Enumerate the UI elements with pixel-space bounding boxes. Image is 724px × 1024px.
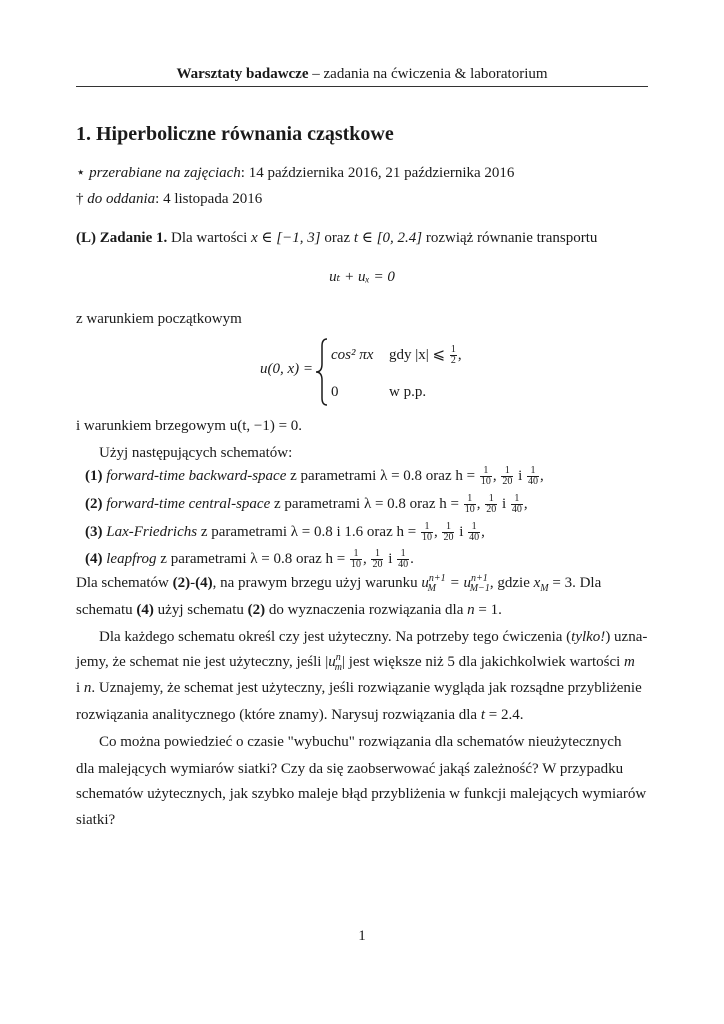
question-paragraph-line-1: Co można powiedzieć o czasie "wybuchu" rozwiązania dla schematów nieużytecznych xyxy=(99,734,622,750)
boundary-formula xyxy=(421,573,490,594)
worked-label: przerabiane na zajęciach xyxy=(89,165,241,181)
separator: i xyxy=(384,551,397,567)
text-run: do wyznaczenia rozwiązania dla xyxy=(265,602,468,618)
header-title-bold: Warsztaty badawcze xyxy=(176,66,309,82)
scheme-ref: (2) xyxy=(247,602,266,618)
separator: , xyxy=(476,496,485,512)
scheme-name: forward-time central-space xyxy=(106,496,271,512)
step-fraction xyxy=(350,549,362,570)
scheme-ref: (2) xyxy=(172,575,191,591)
question-paragraph-line-3: schematów użytecznych, jak szybko maleje błąd przybliżenia w funkcji malejących wymiarów xyxy=(76,786,647,802)
boundary-condition-text: i warunkiem brzegowym u(t, −1) = 0. xyxy=(76,418,303,434)
fraction-denominator: 20 xyxy=(486,504,497,516)
question-paragraph-line-4: siatki? xyxy=(76,812,116,828)
case1-tail: , xyxy=(457,347,462,363)
case2-expression: 0 xyxy=(331,384,339,400)
text-run: , gdzie xyxy=(489,575,534,591)
fraction-denominator: 20 xyxy=(372,559,383,571)
x-range: x ∈ [−1, 3] xyxy=(251,230,321,246)
text-run: . Uznajemy, że schemat jest użyteczny, jeśli rozwiązanie wygląda jak rozsądne przybliżenie xyxy=(91,680,642,696)
fraction-denominator: 40 xyxy=(469,532,480,544)
fraction-denominator: 20 xyxy=(502,476,513,488)
case2-condition: w p.p. xyxy=(389,384,427,400)
text-run: Dla każdego schematu określ czy jest użyteczny. Na potrzeby tego ćwiczenia ( xyxy=(99,629,572,645)
worked-dates: : 14 października 2016, 21 października 2016 xyxy=(240,165,515,181)
punctuation: , xyxy=(523,496,528,512)
scheme-parameters: z parametrami λ = 0.8 oraz h = xyxy=(270,496,463,512)
header-title-rest: – zadania na ćwiczenia & laboratorium xyxy=(308,66,548,82)
formula-var: n xyxy=(83,680,92,696)
text-run: - xyxy=(190,575,196,591)
scheme-name: forward-time backward-space xyxy=(106,468,287,484)
step-fraction xyxy=(511,494,523,515)
step-fraction xyxy=(464,494,476,515)
case1-condition-text: gdy |x| ⩽ xyxy=(389,347,446,363)
separator: , xyxy=(492,468,501,484)
fraction-denominator: 2 xyxy=(450,355,456,367)
running-header xyxy=(76,64,648,84)
fraction-numerator: 1 xyxy=(397,549,409,560)
emphasis: tylko! xyxy=(571,629,606,645)
case1-fraction xyxy=(450,345,457,366)
page-number: 1 xyxy=(358,928,366,944)
fraction-numerator: 1 xyxy=(442,522,454,533)
task-intro-1: Dla wartości xyxy=(167,230,251,246)
scheme-item xyxy=(85,549,414,570)
separator: i xyxy=(455,524,468,540)
header-rule xyxy=(76,86,648,87)
question-paragraph-line-2: dla malejących wymiarów siatki? Czy da się zaobserwować jakąś zależność? W przypadku xyxy=(76,761,624,777)
scheme-parameters: z parametrami λ = 0.8 oraz h = xyxy=(286,468,479,484)
formula-sup: n xyxy=(335,652,341,663)
fraction-numerator: 1 xyxy=(501,466,513,477)
scheme-name: Lax-Friedrichs xyxy=(106,524,198,540)
step-fraction xyxy=(442,522,454,543)
due-date: : 4 listopada 2016 xyxy=(155,191,263,207)
formula-sub: M−1 xyxy=(469,583,490,594)
text-run: użyj schematu xyxy=(153,602,248,618)
text-run: = 1. xyxy=(474,602,502,618)
fraction-numerator: 1 xyxy=(350,549,362,560)
formula-sub: M xyxy=(427,583,436,594)
usefulness-paragraph-line-1 xyxy=(99,627,647,647)
step-fraction xyxy=(397,549,409,570)
star-icon: ⋆ xyxy=(76,165,86,181)
task-label: (L) Zadanie 1. xyxy=(76,230,168,246)
text-run: | jest większe niż 5 dla jakichkolwiek wartości xyxy=(341,654,625,670)
schemes-intro: Użyj następujących schematów: xyxy=(99,445,293,461)
scheme-number: (2) xyxy=(85,496,103,512)
due-label: do oddania xyxy=(87,191,156,207)
fraction-numerator: 1 xyxy=(480,466,492,477)
piecewise-lhs: u(0, x) = xyxy=(260,361,314,377)
fraction-denominator: 40 xyxy=(398,559,409,571)
scheme-parameters: z parametrami λ = 0.8 oraz h = xyxy=(156,551,349,567)
piecewise-definition xyxy=(260,338,520,408)
text-run: = 3. Dla xyxy=(548,575,602,591)
t-range: t ∈ [0, 2.4] xyxy=(353,230,423,246)
right-boundary-paragraph-line-1 xyxy=(76,573,601,593)
text-run: jemy, że schemat nie jest użyteczny, jeśli | xyxy=(76,654,329,670)
section-title: 1. Hiperboliczne równania cząstkowe xyxy=(76,123,394,145)
step-fraction xyxy=(421,522,433,543)
punctuation: , xyxy=(540,468,544,484)
fraction-denominator: 20 xyxy=(443,532,454,544)
fraction-numerator: 1 xyxy=(468,522,480,533)
fraction-denominator: 10 xyxy=(350,559,361,571)
formula-var: x xyxy=(533,575,541,591)
usefulness-paragraph-line-4 xyxy=(76,705,523,725)
fraction-denominator: 40 xyxy=(528,476,538,488)
step-fraction xyxy=(480,466,492,487)
step-fraction xyxy=(527,466,539,487)
punctuation: . xyxy=(410,551,414,567)
separator: , xyxy=(362,551,371,567)
due-date-line xyxy=(76,189,262,209)
text-run: schematu xyxy=(76,602,137,618)
fraction-denominator: 10 xyxy=(421,532,432,544)
case1-expression: cos² πx xyxy=(331,347,374,363)
worked-dates-line xyxy=(76,163,514,183)
fraction-denominator: 40 xyxy=(511,504,522,516)
formula-var: n xyxy=(467,602,475,618)
step-fraction xyxy=(371,549,383,570)
formula-var: t xyxy=(480,707,485,723)
task-intro-2: oraz xyxy=(320,230,354,246)
left-brace-icon xyxy=(314,338,330,406)
fraction-numerator: 1 xyxy=(485,494,497,505)
separator: i xyxy=(498,496,510,512)
scheme-name: leapfrog xyxy=(106,551,157,567)
fraction-denominator: 10 xyxy=(464,504,475,516)
fraction-numerator: 1 xyxy=(450,344,456,356)
fraction-numerator: 1 xyxy=(421,522,433,533)
usefulness-paragraph-line-2 xyxy=(76,652,635,672)
scheme-ref: (4) xyxy=(195,575,213,591)
formula-var: u xyxy=(421,575,429,591)
dagger-icon: † xyxy=(76,191,84,207)
fraction-numerator: 1 xyxy=(371,549,383,560)
scheme-number: (1) xyxy=(85,468,103,484)
fraction-numerator: 1 xyxy=(527,466,539,477)
fraction-denominator: 10 xyxy=(480,476,491,488)
scheme-ref: (4) xyxy=(136,602,154,618)
step-fraction xyxy=(501,466,513,487)
step-fraction xyxy=(468,522,480,543)
separator: i xyxy=(514,468,526,484)
transport-equation: uₜ + uₓ = 0 xyxy=(329,269,395,285)
scheme-parameters: z parametrami λ = 0.8 i 1.6 oraz h = xyxy=(197,524,420,540)
formula-sup: n+1 xyxy=(428,573,446,584)
case1-condition xyxy=(389,345,462,366)
formula-sub: M xyxy=(540,583,549,594)
scheme-item xyxy=(85,522,485,543)
formula-var: m xyxy=(624,654,635,670)
scheme-item xyxy=(85,466,544,487)
punctuation: , xyxy=(481,524,485,540)
scheme-number: (4) xyxy=(85,551,103,567)
fraction-numerator: 1 xyxy=(511,494,523,505)
formula-var: = u xyxy=(445,575,472,591)
scheme-item xyxy=(85,494,528,515)
fraction-numerator: 1 xyxy=(464,494,476,505)
task-heading-line xyxy=(76,228,597,248)
text-run: Dla schematów xyxy=(76,575,173,591)
text-run: i xyxy=(76,680,84,696)
text-run: , na prawym brzegu użyj warunku xyxy=(212,575,422,591)
formula-var: u xyxy=(328,654,336,670)
separator: , xyxy=(433,524,442,540)
task-intro-3: rozwiąż równanie transportu xyxy=(422,230,598,246)
initial-condition-text: z warunkiem początkowym xyxy=(76,311,242,327)
scheme-number: (3) xyxy=(85,524,103,540)
usefulness-paragraph-line-3 xyxy=(76,678,642,698)
text-run: rozwiązania analitycznego (które znamy). Narysuj rozwiązania dla xyxy=(76,707,481,723)
text-run: ) uzna- xyxy=(605,629,648,645)
step-fraction xyxy=(485,494,497,515)
formula-sub: m xyxy=(334,662,342,673)
formula-sup: n+1 xyxy=(471,573,488,584)
text-run: = 2.4. xyxy=(484,707,524,723)
right-boundary-paragraph-line-2 xyxy=(76,600,502,620)
